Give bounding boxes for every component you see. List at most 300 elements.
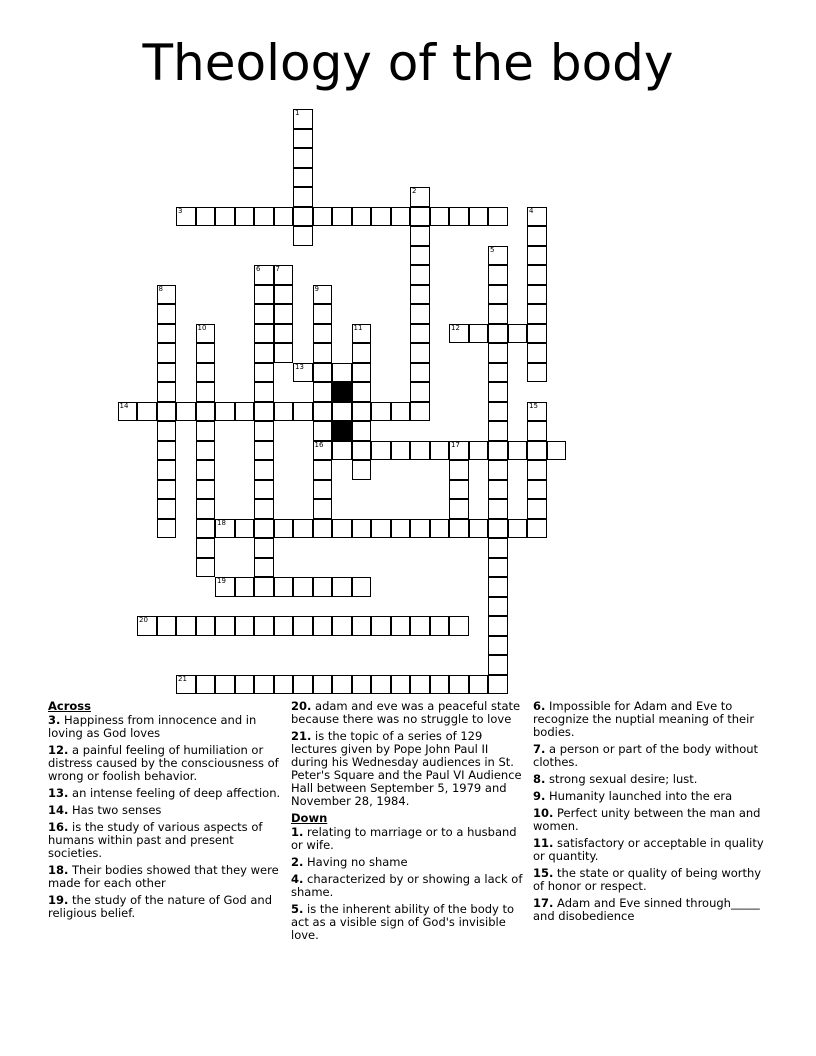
- grid-cell[interactable]: [313, 577, 333, 597]
- grid-cell[interactable]: [527, 499, 547, 519]
- grid-cell[interactable]: [215, 675, 235, 695]
- grid-cell[interactable]: [410, 246, 430, 266]
- grid-cell[interactable]: [313, 480, 333, 500]
- grid-cell[interactable]: [332, 363, 352, 383]
- grid-cell[interactable]: [254, 577, 274, 597]
- grid-cell[interactable]: [235, 616, 255, 636]
- grid-cell[interactable]: [410, 207, 430, 227]
- clue-number: 20: [139, 616, 148, 624]
- grid-cell[interactable]: [157, 441, 177, 461]
- clue-text: the state or quality of being worthy of honor or respect.: [533, 866, 762, 893]
- grid-cell[interactable]: [293, 148, 313, 168]
- grid-cell[interactable]: [527, 343, 547, 363]
- grid-cell[interactable]: [430, 519, 450, 539]
- grid-cell[interactable]: [235, 207, 255, 227]
- grid-cell[interactable]: [488, 441, 508, 461]
- grid-cell[interactable]: [254, 441, 274, 461]
- grid-cell[interactable]: [196, 460, 216, 480]
- clue-text: satisfactory or acceptable in quality or quantity.: [533, 836, 764, 863]
- clue-item: [48, 804, 282, 817]
- grid-cell[interactable]: [235, 577, 255, 597]
- grid-cell[interactable]: [488, 577, 508, 597]
- grid-cell[interactable]: [313, 304, 333, 324]
- clue-item: [291, 826, 525, 852]
- clue-text: is the topic of a series of 129 lectures given by Pope John Paul II during his Wednesday audiences in St. Peter's Square and the Paul VI Audience Hall between September 5, 1979 and November 28, 1984.: [291, 729, 522, 808]
- grid-cell[interactable]: [352, 207, 372, 227]
- grid-cell[interactable]: [293, 207, 313, 227]
- grid-cell[interactable]: [157, 285, 177, 305]
- grid-cell[interactable]: [157, 382, 177, 402]
- clue-item: [291, 873, 525, 899]
- grid-cell[interactable]: [332, 675, 352, 695]
- grid-cell[interactable]: [508, 519, 528, 539]
- clue-number: 1: [295, 109, 300, 117]
- grid-cell[interactable]: [488, 324, 508, 344]
- grid-cell[interactable]: [332, 402, 352, 422]
- grid-cell[interactable]: [527, 207, 547, 227]
- clue-number: 7: [275, 265, 280, 273]
- clue-label: 1.: [291, 825, 304, 839]
- grid-cell[interactable]: [352, 616, 372, 636]
- grid-cell[interactable]: [527, 285, 547, 305]
- grid-cell[interactable]: [449, 441, 469, 461]
- clue-text: Perfect unity between the man and women.: [533, 806, 761, 833]
- grid-cell[interactable]: [352, 460, 372, 480]
- clue-item: [533, 807, 767, 833]
- clue-text: a person or part of the body without clothes.: [533, 742, 759, 769]
- grid-cell[interactable]: [274, 265, 294, 285]
- grid-cell[interactable]: [352, 577, 372, 597]
- grid-cell[interactable]: [196, 207, 216, 227]
- grid-cell[interactable]: [254, 675, 274, 695]
- clue-number: 5: [490, 245, 495, 254]
- clue-number: 14: [119, 401, 129, 410]
- clue-item: [48, 714, 282, 740]
- grid-cell[interactable]: [410, 616, 430, 636]
- grid-cell[interactable]: [196, 363, 216, 383]
- grid-cell[interactable]: [352, 519, 372, 539]
- grid-cell[interactable]: [410, 343, 430, 363]
- grid-cell[interactable]: [254, 265, 274, 285]
- grid-cell[interactable]: [293, 675, 313, 695]
- grid-cell[interactable]: [235, 402, 255, 422]
- grid-cell[interactable]: [293, 616, 313, 636]
- grid-cell[interactable]: [488, 480, 508, 500]
- clue-label: 16.: [48, 820, 69, 834]
- clue-label: 7.: [533, 742, 546, 756]
- grid-cell[interactable]: [176, 675, 196, 695]
- clue-number: 15: [529, 401, 538, 410]
- grid-cell[interactable]: [235, 519, 255, 539]
- grid-cell[interactable]: [391, 616, 411, 636]
- grid-cell[interactable]: [293, 363, 313, 383]
- grid-cell[interactable]: [254, 207, 274, 227]
- clue-heading: Down: [291, 811, 328, 825]
- grid-cell[interactable]: [215, 577, 235, 597]
- grid-cell[interactable]: [293, 519, 313, 539]
- grid-cell[interactable]: [410, 304, 430, 324]
- grid-cell[interactable]: [196, 499, 216, 519]
- grid-cell[interactable]: [410, 441, 430, 461]
- grid-cell[interactable]: [488, 519, 508, 539]
- grid-cell[interactable]: [430, 207, 450, 227]
- clue-label: 17.: [533, 896, 554, 910]
- grid-cell[interactable]: [215, 519, 235, 539]
- grid-cell[interactable]: [313, 460, 333, 480]
- grid-cell[interactable]: [449, 480, 469, 500]
- grid-cell[interactable]: [527, 480, 547, 500]
- grid-cell[interactable]: [254, 538, 274, 558]
- grid-cell[interactable]: [293, 226, 313, 246]
- grid-cell[interactable]: [196, 421, 216, 441]
- clue-label: 12.: [48, 743, 69, 757]
- grid-cell[interactable]: [527, 246, 547, 266]
- grid-cell[interactable]: [410, 382, 430, 402]
- grid-cell[interactable]: [313, 675, 333, 695]
- grid-cell[interactable]: [469, 441, 489, 461]
- grid-cell[interactable]: [469, 207, 489, 227]
- grid-cell[interactable]: [293, 187, 313, 207]
- grid-cell[interactable]: [137, 402, 157, 422]
- clue-number: 11: [353, 323, 363, 332]
- grid-cell[interactable]: [313, 382, 333, 402]
- grid-cell[interactable]: [274, 577, 294, 597]
- grid-cell[interactable]: [430, 441, 450, 461]
- clues-column-1: [48, 700, 282, 924]
- grid-cell[interactable]: [157, 343, 177, 363]
- grid-cell[interactable]: [293, 109, 313, 129]
- grid-cell[interactable]: [196, 538, 216, 558]
- clue-text: Happiness from innocence and in loving as God loves: [48, 713, 257, 740]
- clue-text: characterized by or showing a lack of shame.: [291, 872, 523, 899]
- grid-cell[interactable]: [215, 402, 235, 422]
- clue-item: [533, 773, 767, 786]
- clue-number: 4: [529, 206, 534, 215]
- clue-number: 17: [451, 440, 460, 449]
- clue-number: 3: [178, 206, 183, 215]
- clue-number: 19: [217, 577, 226, 585]
- grid-cell[interactable]: [469, 519, 489, 539]
- grid-cell[interactable]: [157, 402, 177, 422]
- grid-cell[interactable]: [157, 616, 177, 636]
- grid-cell[interactable]: [488, 499, 508, 519]
- grid-cell[interactable]: [371, 616, 391, 636]
- grid-cell[interactable]: [371, 207, 391, 227]
- grid-cell[interactable]: [196, 343, 216, 363]
- grid-cell[interactable]: [410, 324, 430, 344]
- clue-label: 15.: [533, 866, 554, 880]
- grid-cell[interactable]: [488, 558, 508, 578]
- clue-label: 19.: [48, 893, 69, 907]
- grid-cell[interactable]: [137, 616, 157, 636]
- grid-cell[interactable]: [410, 187, 430, 207]
- grid-cell[interactable]: [293, 168, 313, 188]
- grid-cell[interactable]: [293, 402, 313, 422]
- grid-cell[interactable]: [157, 304, 177, 324]
- clue-number: 18: [217, 518, 226, 527]
- grid-cell[interactable]: [274, 343, 294, 363]
- clue-number: 10: [197, 323, 207, 332]
- grid-cell[interactable]: [410, 285, 430, 305]
- grid-cell[interactable]: [527, 363, 547, 383]
- grid-cell[interactable]: [449, 460, 469, 480]
- grid-cell[interactable]: [254, 480, 274, 500]
- clue-label: 8.: [533, 772, 546, 786]
- grid-cell[interactable]: [527, 460, 547, 480]
- grid-cell[interactable]: [508, 441, 528, 461]
- clue-text: Adam and Eve sinned through_____ and disobedience: [533, 896, 760, 923]
- clue-item: [291, 730, 525, 808]
- clue-item: [48, 894, 282, 920]
- clue-label: 10.: [533, 806, 554, 820]
- grid-cell[interactable]: [410, 519, 430, 539]
- grid-cell[interactable]: [332, 519, 352, 539]
- grid-cell[interactable]: [313, 616, 333, 636]
- grid-cell[interactable]: [274, 616, 294, 636]
- grid-cell[interactable]: [488, 655, 508, 675]
- grid-cell[interactable]: [176, 616, 196, 636]
- grid-cell[interactable]: [488, 538, 508, 558]
- grid-cell[interactable]: [157, 460, 177, 480]
- grid-cell[interactable]: [313, 441, 333, 461]
- clue-item: [291, 903, 525, 942]
- grid-cell[interactable]: [371, 441, 391, 461]
- grid-cell[interactable]: [410, 226, 430, 246]
- grid-cell[interactable]: [313, 402, 333, 422]
- grid-cell[interactable]: [410, 675, 430, 695]
- grid-cell[interactable]: [449, 499, 469, 519]
- clues-column-2: [291, 700, 525, 946]
- clue-item: [48, 744, 282, 783]
- clue-item: [533, 867, 767, 893]
- grid-cell[interactable]: [352, 343, 372, 363]
- grid-cell[interactable]: [274, 324, 294, 344]
- grid-cell[interactable]: [313, 499, 333, 519]
- grid-cell[interactable]: [196, 402, 216, 422]
- grid-cell[interactable]: [157, 499, 177, 519]
- grid-cell[interactable]: [313, 324, 333, 344]
- grid-cell[interactable]: [254, 363, 274, 383]
- clue-item: [533, 790, 767, 803]
- grid-cell[interactable]: [371, 675, 391, 695]
- grid-cell[interactable]: [527, 304, 547, 324]
- grid-cell[interactable]: [527, 402, 547, 422]
- grid-cell[interactable]: [157, 363, 177, 383]
- grid-cell[interactable]: [254, 285, 274, 305]
- clue-label: 18.: [48, 863, 69, 877]
- clue-item: [48, 864, 282, 890]
- grid-cell[interactable]: [293, 129, 313, 149]
- grid-cell[interactable]: [449, 207, 469, 227]
- grid-cell[interactable]: [196, 480, 216, 500]
- grid-cell[interactable]: [410, 402, 430, 422]
- black-cell: [332, 382, 352, 402]
- grid-cell[interactable]: [371, 402, 391, 422]
- grid-cell[interactable]: [176, 207, 196, 227]
- grid-cell[interactable]: [391, 441, 411, 461]
- clue-label: 14.: [48, 803, 69, 817]
- grid-cell[interactable]: [391, 402, 411, 422]
- grid-cell[interactable]: [352, 402, 372, 422]
- grid-cell[interactable]: [157, 480, 177, 500]
- grid-cell[interactable]: [352, 363, 372, 383]
- grid-cell[interactable]: [196, 558, 216, 578]
- grid-cell[interactable]: [332, 441, 352, 461]
- grid-cell[interactable]: [254, 519, 274, 539]
- clue-label: 11.: [533, 836, 554, 850]
- grid-cell[interactable]: [254, 460, 274, 480]
- grid-cell[interactable]: [254, 558, 274, 578]
- grid-cell[interactable]: [215, 616, 235, 636]
- grid-cell[interactable]: [488, 460, 508, 480]
- grid-cell[interactable]: [254, 421, 274, 441]
- grid-cell[interactable]: [274, 402, 294, 422]
- grid-cell[interactable]: [527, 324, 547, 344]
- grid-cell[interactable]: [527, 421, 547, 441]
- grid-cell[interactable]: [488, 363, 508, 383]
- grid-cell[interactable]: [196, 519, 216, 539]
- grid-cell[interactable]: [449, 616, 469, 636]
- grid-cell[interactable]: [254, 304, 274, 324]
- clue-text: Impossible for Adam and Eve to recognize the nuptial meaning of their bodies.: [533, 699, 755, 739]
- clue-label: 6.: [533, 699, 546, 713]
- grid-cell[interactable]: [488, 675, 508, 695]
- grid-cell[interactable]: [157, 324, 177, 344]
- grid-cell[interactable]: [410, 265, 430, 285]
- grid-cell[interactable]: [527, 441, 547, 461]
- grid-cell[interactable]: [313, 519, 333, 539]
- clue-item: [291, 856, 525, 869]
- grid-cell[interactable]: [371, 519, 391, 539]
- grid-cell[interactable]: [488, 636, 508, 656]
- grid-cell[interactable]: [254, 616, 274, 636]
- grid-cell[interactable]: [449, 519, 469, 539]
- grid-cell[interactable]: [449, 675, 469, 695]
- grid-cell[interactable]: [254, 324, 274, 344]
- grid-cell[interactable]: [215, 207, 235, 227]
- grid-cell[interactable]: [488, 265, 508, 285]
- grid-cell[interactable]: [352, 324, 372, 344]
- grid-cell[interactable]: [391, 207, 411, 227]
- clue-text: strong sexual desire; lust.: [549, 772, 698, 786]
- grid-cell[interactable]: [254, 499, 274, 519]
- clue-label: 2.: [291, 855, 304, 869]
- clue-number: 6: [256, 265, 261, 273]
- grid-cell[interactable]: [332, 577, 352, 597]
- grid-cell[interactable]: [274, 285, 294, 305]
- clue-number: 8: [158, 284, 163, 293]
- grid-cell[interactable]: [332, 616, 352, 636]
- page-title: Theology of the body: [142, 34, 674, 92]
- grid-cell[interactable]: [391, 519, 411, 539]
- clue-item: [48, 787, 282, 800]
- grid-cell[interactable]: [196, 441, 216, 461]
- clue-label: 4.: [291, 872, 304, 886]
- grid-cell[interactable]: [196, 675, 216, 695]
- grid-cell[interactable]: [313, 421, 333, 441]
- grid-cell[interactable]: [488, 304, 508, 324]
- grid-cell[interactable]: [488, 343, 508, 363]
- clue-item: [291, 700, 525, 726]
- grid-cell[interactable]: [196, 616, 216, 636]
- grid-cell[interactable]: [254, 382, 274, 402]
- grid-cell[interactable]: [488, 421, 508, 441]
- clue-number: 21: [178, 674, 187, 683]
- grid-cell[interactable]: [118, 402, 138, 422]
- clue-text: an intense feeling of deep affection.: [72, 786, 281, 800]
- grid-cell[interactable]: [313, 285, 333, 305]
- clue-item: [533, 837, 767, 863]
- grid-cell[interactable]: [254, 343, 274, 363]
- grid-cell[interactable]: [391, 675, 411, 695]
- grid-cell[interactable]: [508, 324, 528, 344]
- clue-item: [533, 700, 767, 739]
- grid-cell[interactable]: [274, 304, 294, 324]
- clue-number: 13: [295, 362, 304, 371]
- grid-cell[interactable]: [488, 382, 508, 402]
- grid-cell[interactable]: [469, 324, 489, 344]
- grid-cell[interactable]: [488, 597, 508, 617]
- grid-cell[interactable]: [293, 577, 313, 597]
- grid-cell[interactable]: [547, 441, 567, 461]
- grid-cell[interactable]: [196, 382, 216, 402]
- grid-cell[interactable]: [235, 675, 255, 695]
- grid-cell[interactable]: [254, 402, 274, 422]
- grid-cell[interactable]: [488, 246, 508, 266]
- grid-cell[interactable]: [430, 675, 450, 695]
- grid-cell[interactable]: [527, 265, 547, 285]
- clue-label: 5.: [291, 902, 304, 916]
- clue-number: 12: [451, 323, 460, 332]
- grid-cell[interactable]: [157, 421, 177, 441]
- grid-cell[interactable]: [469, 675, 489, 695]
- grid-cell[interactable]: [488, 285, 508, 305]
- grid-cell[interactable]: [449, 324, 469, 344]
- clue-text: Humanity launched into the era: [549, 789, 733, 803]
- clue-text: the study of the nature of God and religious belief.: [48, 893, 272, 920]
- grid-cell[interactable]: [410, 363, 430, 383]
- grid-cell[interactable]: [274, 519, 294, 539]
- clue-text: Their bodies showed that they were made for each other: [48, 863, 279, 890]
- clue-item: [533, 897, 767, 923]
- clue-item: [48, 821, 282, 860]
- grid-cell[interactable]: [527, 226, 547, 246]
- grid-cell[interactable]: [313, 363, 333, 383]
- grid-cell[interactable]: [313, 343, 333, 363]
- grid-cell[interactable]: [527, 519, 547, 539]
- grid-cell[interactable]: [352, 675, 372, 695]
- grid-cell[interactable]: [274, 675, 294, 695]
- grid-cell[interactable]: [430, 616, 450, 636]
- grid-cell[interactable]: [352, 441, 372, 461]
- clue-text: is the study of various aspects of humans within past and present societies.: [48, 820, 263, 860]
- grid-cell[interactable]: [488, 616, 508, 636]
- grid-cell[interactable]: [176, 402, 196, 422]
- grid-cell[interactable]: [157, 519, 177, 539]
- grid-cell[interactable]: [488, 402, 508, 422]
- clue-text: a painful feeling of humiliation or distress caused by the consciousness of wrong or foolish behavior.: [48, 743, 279, 783]
- grid-cell[interactable]: [332, 207, 352, 227]
- grid-cell[interactable]: [352, 421, 372, 441]
- clue-text: Having no shame: [307, 855, 408, 869]
- grid-cell[interactable]: [488, 207, 508, 227]
- grid-cell[interactable]: [196, 324, 216, 344]
- grid-cell[interactable]: [313, 207, 333, 227]
- grid-cell[interactable]: [352, 382, 372, 402]
- clue-label: 3.: [48, 713, 61, 727]
- grid-cell[interactable]: [274, 207, 294, 227]
- clue-heading: Across: [48, 699, 91, 713]
